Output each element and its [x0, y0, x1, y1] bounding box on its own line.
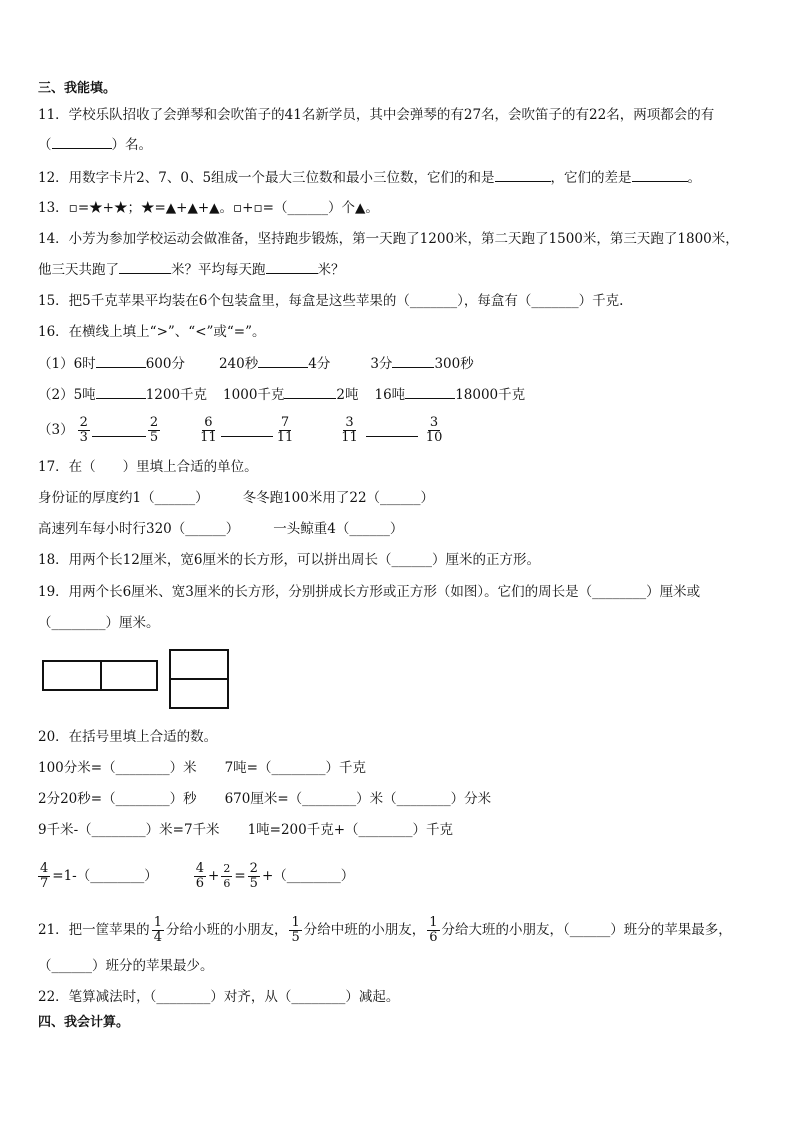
question-12: 12．用数字卡片2、7、0、5组成一个最大三位数和最小三位数，它们的和是 ，它们的差是 。: [38, 170, 702, 186]
answer-blank[interactable]: [495, 168, 551, 182]
answer-blank[interactable]: [632, 168, 688, 182]
question-13: 13．▫=★+★；★=▲+▲+▲。▫+▫=（______）个▲。: [38, 200, 379, 216]
answer-blank[interactable]: [119, 260, 171, 274]
question-15: 15．把5千克苹果平均装在6个包装盒里，每盒是这些苹果的（_______），每盒有（_______）千克.: [38, 293, 624, 309]
section-4-title: 四、我会计算。: [38, 1015, 130, 1030]
question-22: 22．笔算减法时，（________）对齐，从（________）减起。: [38, 989, 400, 1005]
section-3-title: 三、我能填。: [38, 81, 117, 96]
question-18: 18．用两个长12厘米，宽6厘米的长方形，可以拼出周长（______）厘米的正方形。: [38, 552, 540, 568]
answer-blank[interactable]: [266, 260, 318, 274]
